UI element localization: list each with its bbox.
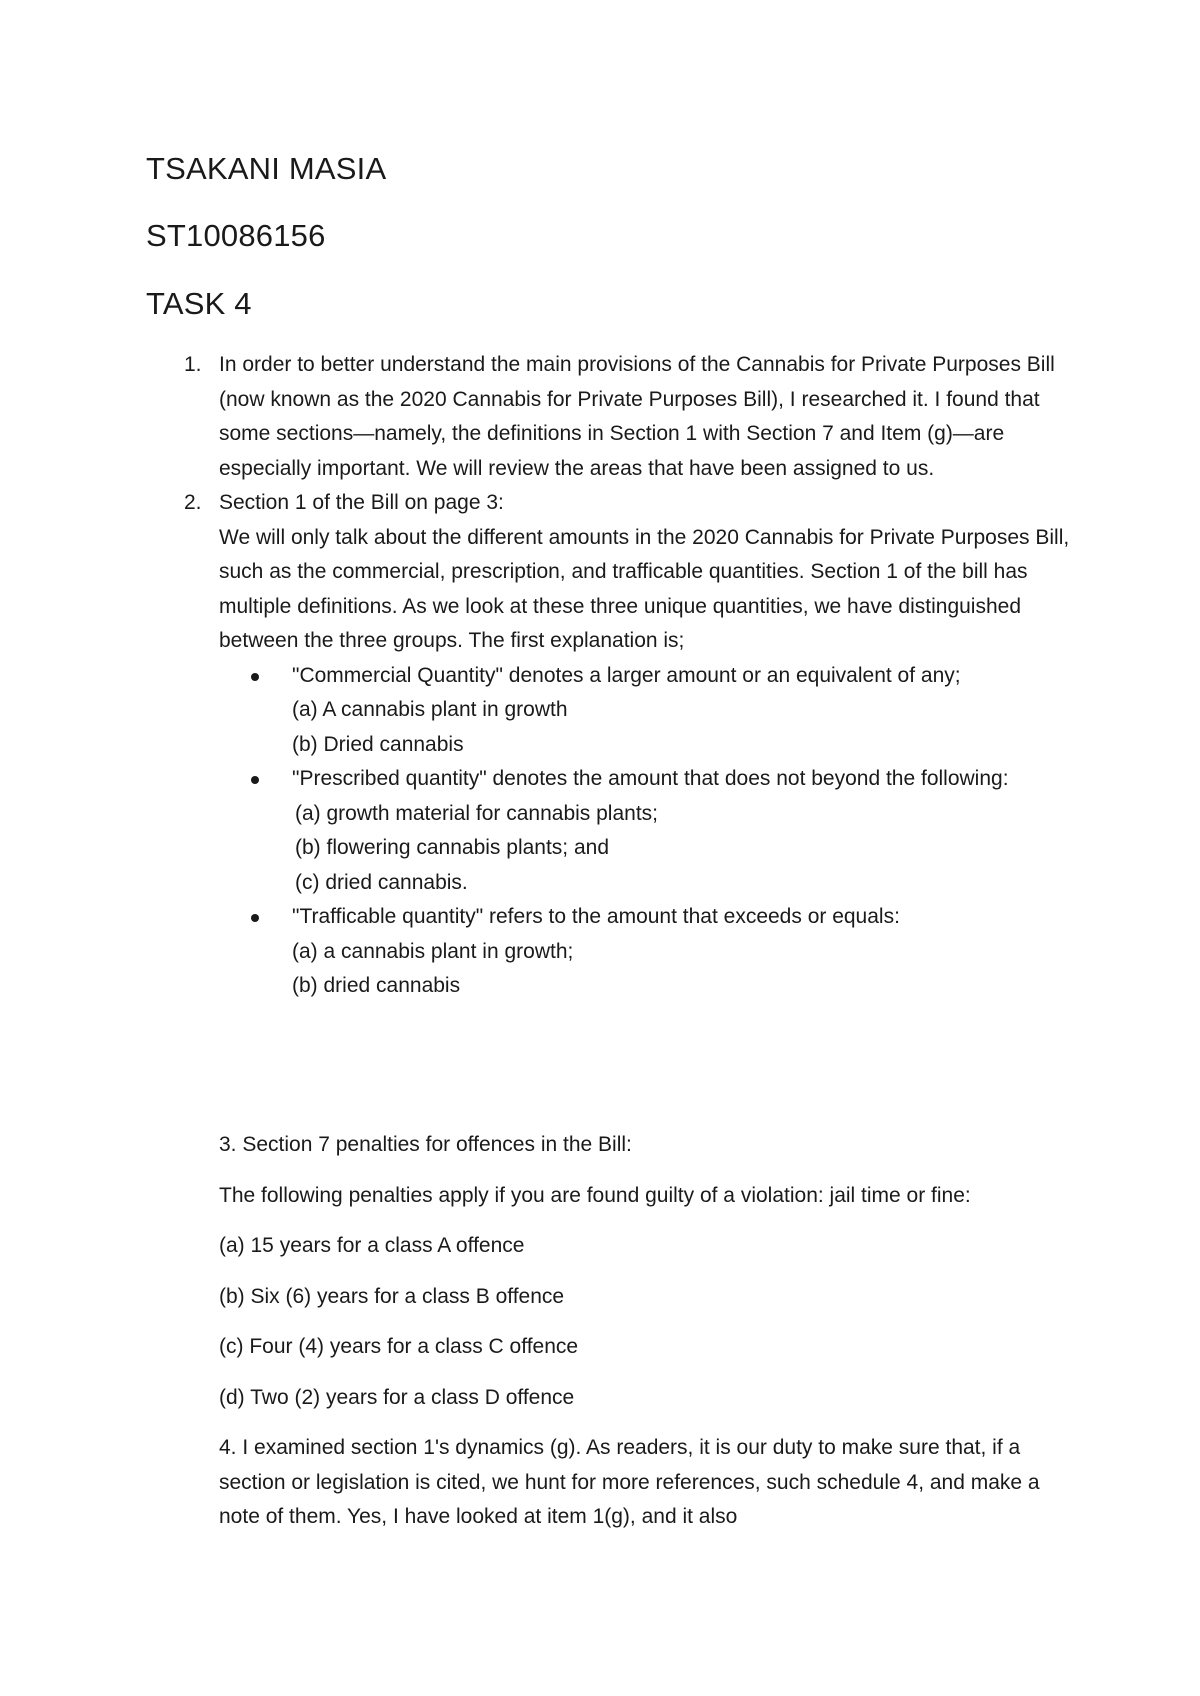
bullet-icon (251, 914, 259, 922)
definition-sub-item: (a) a cannabis plant in growth; (292, 939, 574, 963)
section-1-paragraph: We will only talk about the different amounts in the 2020 Cannabis for Private Purposes Bill, such as the commercial, prescription, and trafficable quantities. Section 1 of the bill has multiple definitions. As we look at these three unique quantities, we have distinguished between the three groups. The first explanation is; (219, 525, 1070, 652)
definition-sub-item: (b) dried cannabis (292, 974, 461, 997)
penalty-class-c: (c) Four (4) years for a class C offence (219, 1335, 579, 1358)
definition-sub-item: (c) dried cannabis. (295, 870, 468, 894)
definition-text: "Trafficable quantity" refers to the amount that exceeds or equals: (292, 905, 900, 928)
student-name: TSAKANI MASIA (146, 151, 387, 186)
definition-sub-item: (b) Dried cannabis (292, 732, 464, 756)
list-number-2: 2. (184, 491, 202, 514)
list-item-1 (146, 348, 1076, 486)
penalty-class-d: (d) Two (2) years for a class D offence (219, 1386, 575, 1409)
definition-commercial (219, 659, 1076, 763)
numbered-list (146, 348, 1076, 1004)
task-title: TASK 4 (146, 286, 252, 321)
item-4-paragraph: 4. I examined section 1's dynamics (g). As readers, it is our duty to make sure that, if a section or legislation is cited, we hunt for more references, such schedule 4, and make a note of them. Yes, I have looked at item 1(g), and it also (219, 1436, 1040, 1528)
student-number: ST10086156 (146, 218, 326, 253)
section-1-title: Section 1 of the Bill on page 3: (219, 491, 504, 514)
list-number-1: 1. (184, 353, 202, 376)
section-7-title: 3. Section 7 penalties for offences in the Bill: (219, 1133, 632, 1156)
definition-sub-item: (b) flowering cannabis plants; and (295, 836, 610, 859)
bullet-icon (251, 776, 259, 784)
quantity-definitions (219, 659, 1076, 1004)
definition-trafficable (219, 900, 1076, 1004)
definition-text: "Prescribed quantity" denotes the amount that does not beyond the following: (292, 767, 1009, 790)
definition-sub-item: (a) growth material for cannabis plants; (295, 801, 658, 825)
definition-text: "Commercial Quantity" denotes a larger amount or an equivalent of any; (292, 663, 961, 687)
definition-sub-item: (a) A cannabis plant in growth (292, 698, 568, 721)
bullet-icon (251, 673, 259, 681)
penalty-class-a: (a) 15 years for a class A offence (219, 1234, 525, 1257)
list-item-2 (146, 486, 1076, 1004)
penalties-intro: The following penalties apply if you are found guilty of a violation: jail time or fine: (219, 1184, 971, 1207)
penalty-class-b: (b) Six (6) years for a class B offence (219, 1285, 565, 1308)
definition-prescribed (219, 762, 1076, 900)
intro-paragraph: In order to better understand the main provisions of the Cannabis for Private Purposes Bill (now known as the 2020 Cannabis for Private Purposes Bill), I researched it. I found that some sections—namely, the definitions in Section 1 with Section 7 and Item (g)—are especially important. We will review the areas that have been assigned to us. (219, 353, 1055, 480)
